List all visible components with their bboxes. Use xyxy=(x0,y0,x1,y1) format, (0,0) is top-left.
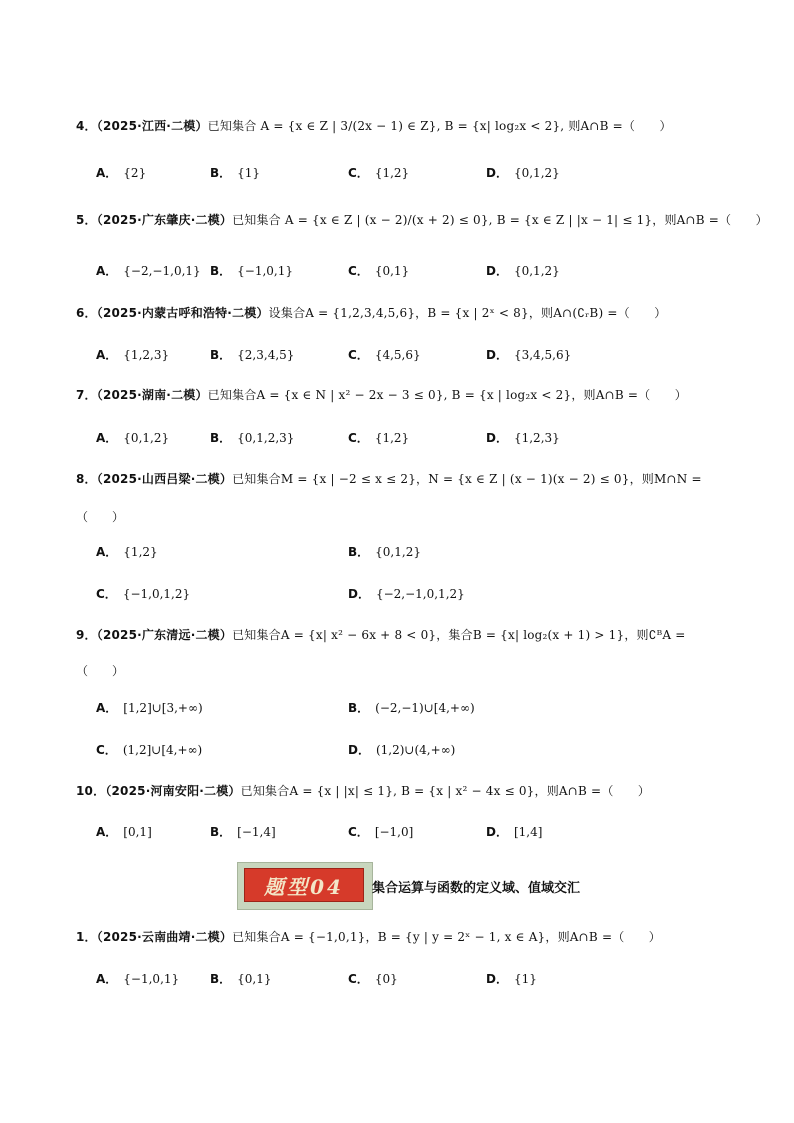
option-c: C． (1,2]∪[4,+∞) xyxy=(96,743,203,757)
option-c: C． {4,5,6} xyxy=(348,348,421,362)
question-10: 10．（2025·河南安阳·二模）已知集合A = {x | |x| ≤ 1}, B = {x | x² − 4x ≤ 0}，则A∩B =（ ） xyxy=(76,784,651,798)
option-b: B． {2,3,4,5} xyxy=(210,348,295,362)
section-badge-inner xyxy=(244,868,364,902)
question-number: 4． xyxy=(76,119,97,133)
option-c: C． {−1,0,1,2} xyxy=(96,587,191,601)
option-c: C． {1,2} xyxy=(348,166,410,180)
option-d: D． {−2,−1,0,1,2} xyxy=(348,587,465,601)
option-a: A． {1,2} xyxy=(96,545,158,559)
option-a: A． [0,1] xyxy=(96,825,152,839)
question-source: （2025·江西·二模） xyxy=(96,119,208,133)
option-a: A． {2} xyxy=(96,166,147,180)
option-d: D． {0,1,2} xyxy=(486,264,560,278)
question-7: 7．（2025·湖南·二模）已知集合A = {x ∈ N | x² − 2x − 3 ≤ 0}, B = {x | log₂x < 2}，则A∩B =（ ） xyxy=(76,388,687,402)
question-9: 9．（2025·广东清远·二模）已知集合A = {x| x² − 6x + 8 < 0}，集合B = {x| log₂(x + 1) > 1}，则∁ᴮA = xyxy=(76,628,686,642)
option-d: D． [1,4] xyxy=(486,825,543,839)
option-b: B． {0,1} xyxy=(210,972,272,986)
section-question-1: 1．（2025·云南曲靖·二模）已知集合A = {−1,0,1}，B = {y | y = 2ˣ − 1, x ∈ A}，则A∩B =（ ） xyxy=(76,930,662,944)
option-d: D． {1,2,3} xyxy=(486,431,560,445)
option-a: A． {−2,−1,0,1} xyxy=(96,264,201,278)
option-b: B． {1} xyxy=(210,166,261,180)
section-title: 集合运算与函数的定义域、值域交汇 xyxy=(372,881,581,896)
option-a: A． [1,2]∪[3,+∞) xyxy=(96,701,203,715)
option-b: B． [−1,4] xyxy=(210,825,276,839)
option-a: A． {0,1,2} xyxy=(96,431,170,445)
option-a: A． {1,2,3} xyxy=(96,348,170,362)
option-b: B． {−1,0,1} xyxy=(210,264,294,278)
option-c: C． {0,1} xyxy=(348,264,410,278)
answer-blank: （ ） xyxy=(76,510,125,524)
option-d: D． {1} xyxy=(486,972,537,986)
question-8: 8．（2025·山西吕梁·二模）已知集合M = {x | −2 ≤ x ≤ 2}，N = {x ∈ Z | (x − 1)(x − 2) ≤ 0}，则M∩N = xyxy=(76,472,702,486)
question-6: 6．（2025·内蒙古呼和浩特·二模）设集合A = {1,2,3,4,5,6}，B = {x | 2ˣ < 8}，则A∩(∁ᵣB) =（ ） xyxy=(76,306,667,320)
option-d: D． (1,2)∪(4,+∞) xyxy=(348,743,456,757)
question-4 xyxy=(76,118,672,134)
section-badge-label: 题型04 xyxy=(264,874,344,899)
option-b: B． {0,1,2,3} xyxy=(210,431,295,445)
option-c: C． [−1,0] xyxy=(348,825,414,839)
option-c: C． {1,2} xyxy=(348,431,410,445)
option-d: D． {0,1,2} xyxy=(486,166,560,180)
section-badge xyxy=(237,862,373,910)
option-b: B． {0,1,2} xyxy=(348,545,421,559)
option-d: D． {3,4,5,6} xyxy=(486,348,572,362)
answer-blank: （ ） xyxy=(76,664,125,678)
question-5: 5．（2025·广东肇庆·二模）已知集合 A = {x ∈ Z | (x − 2)/(x + 2) ≤ 0}, B = {x ∈ Z | |x − 1| ≤ 1}，则A∩B =（ ） xyxy=(76,213,768,227)
option-c: C． {0} xyxy=(348,972,398,986)
question-stem: 已知集合 xyxy=(207,119,257,133)
option-a: A． {−1,0,1} xyxy=(96,972,180,986)
option-b: B． (−2,−1)∪[4,+∞) xyxy=(348,701,475,715)
question-math: A = {x ∈ Z | 3/(2x − 1) ∈ Z}, B = {x| log₂x < 2}, 则A∩B =（ ） xyxy=(260,119,672,133)
